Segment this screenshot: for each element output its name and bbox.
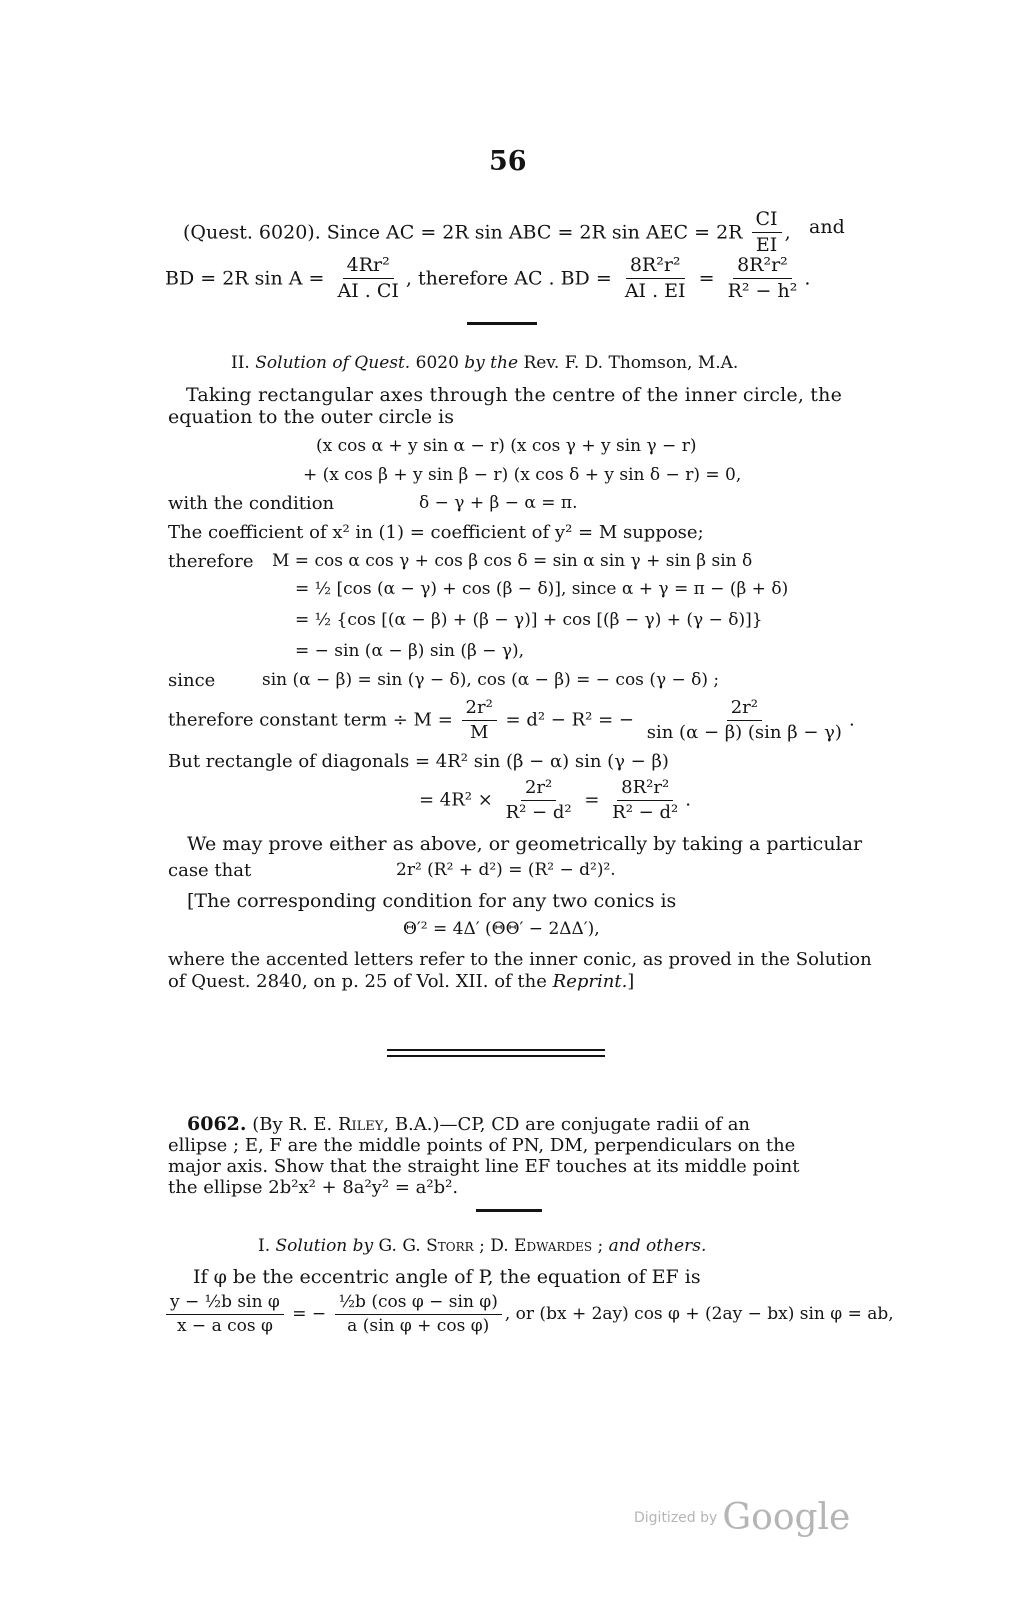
fraction-denominator: R² − d² xyxy=(612,801,679,823)
corresponding-line: [The corresponding condition for any two conics is xyxy=(187,890,677,912)
coefficient-line: The coefficient of x² in (1) = coefficient of y² = M suppose; xyxy=(168,522,704,543)
quest-6020-line-2 xyxy=(165,255,810,303)
question-number: 6062. xyxy=(187,1113,247,1135)
heading-others: and others. xyxy=(608,1236,707,1256)
heading-text: Solution of Quest. xyxy=(255,353,411,373)
constant-lead: therefore constant term ÷ M = xyxy=(168,709,453,731)
condition-label: with the condition xyxy=(168,493,335,514)
fraction-numerator: y − ½b sin φ xyxy=(166,1293,284,1315)
short-divider-2 xyxy=(476,1209,542,1212)
solution-2-para-line-1: Taking rectangular axes through the centre of the inner circle, the xyxy=(186,384,843,406)
fraction-2r2-sin xyxy=(643,698,846,743)
rectangle-line-2 xyxy=(419,778,691,823)
prove-line: We may prove either as above, or geometrically by taking a particular xyxy=(187,833,863,855)
question-6062-line-1 xyxy=(187,1115,750,1134)
fraction-2r2-m xyxy=(462,698,497,743)
question-author: R. E. Riley, xyxy=(288,1114,390,1135)
fraction-numerator: 2r² xyxy=(462,698,497,721)
therefore-label: therefore xyxy=(168,551,254,572)
fraction-numerator: 8R²r² xyxy=(617,778,673,801)
line1-lead: (Quest. 6020). Since AC = 2R sin ABC = 2R sin AEC = 2R xyxy=(183,221,743,244)
fraction-ci-ei xyxy=(752,209,782,257)
equation-line-2: + (x cos β + y sin β − r) (x cos δ + y sin δ − r) = 0, xyxy=(303,465,742,485)
line2-end: . xyxy=(804,267,811,290)
fraction-denominator: EI xyxy=(755,233,778,256)
google-logo: Google xyxy=(722,1497,851,1538)
fraction-numerator: 2r² xyxy=(727,698,762,721)
where-line-2-text: of Quest. 2840, on p. 25 of Vol. XII. of the xyxy=(168,971,547,992)
fraction-numerator: 4Rr² xyxy=(343,255,394,279)
reprint-word: Reprint. xyxy=(552,971,628,992)
fraction-denominator: sin (α − β) (sin β − γ) xyxy=(646,721,842,743)
fraction-8r2r2-r2-d2 xyxy=(608,778,682,823)
fraction-numerator: 8R²r² xyxy=(626,255,685,279)
heading-numeral: I. xyxy=(258,1236,271,1256)
line2-mid: , therefore AC . BD = xyxy=(405,267,612,290)
short-divider-1 xyxy=(467,322,537,325)
question-by: (By xyxy=(252,1114,283,1135)
fraction-2r2-r2-d2 xyxy=(502,778,576,823)
question-6062-line-4: the ellipse 2b²x² + 8a²y² = a²b². xyxy=(168,1177,459,1198)
fraction-8r2r2-ai-ei xyxy=(621,255,690,303)
equals-sign: = xyxy=(584,789,600,811)
heading-by: by the xyxy=(464,353,519,373)
equation-line-1: (x cos α + y sin α − r) (x cos γ + y sin γ − r) xyxy=(316,436,697,456)
question-6062-line-3: major axis. Show that the straight line EF touches at its middle point xyxy=(168,1156,800,1177)
fraction-half-b xyxy=(335,1293,502,1336)
rect2-lead: = 4R² × xyxy=(419,789,493,811)
heading-numeral: II. xyxy=(231,353,250,373)
fraction-denominator: a (sin φ + cos φ) xyxy=(347,1315,490,1336)
corresponding-equation: Θ′² = 4Δ′ (ΘΘ′ − 2ΔΔ′), xyxy=(403,919,600,939)
fraction-denominator: R² − h² xyxy=(727,279,798,302)
m-equation-3: = ½ {cos [(α − β) + (β − γ)] + cos [(β − γ) + (γ − δ)]} xyxy=(295,610,763,630)
double-divider-top xyxy=(387,1049,605,1051)
m-equation-2: = ½ [cos (α − γ) + cos (β − δ)], since α + γ = π − (β + δ) xyxy=(295,579,789,599)
constant-mid: = d² − R² = − xyxy=(505,709,634,731)
heading-text: Solution by xyxy=(275,1236,374,1256)
condition-equation: δ − γ + β − α = π. xyxy=(419,493,578,513)
quest-6020-line-1 xyxy=(183,209,791,257)
ef-equation-tail: , or (bx + 2ay) cos φ + (2ay − bx) sin φ = ab, xyxy=(504,1304,894,1325)
m-equation-4: = − sin (α − β) sin (β − γ), xyxy=(295,641,525,661)
heading-authors: G. G. Storr ; D. Edwardes ; xyxy=(378,1236,604,1256)
constant-end: . xyxy=(848,709,855,731)
rectangle-line: But rectangle of diagonals = 4R² sin (β − α) sin (γ − β) xyxy=(168,751,669,772)
fraction-numerator: CI xyxy=(752,209,782,233)
m-equation-1: M = cos α cos γ + cos β cos δ = sin α sin γ + sin β sin δ xyxy=(272,551,753,571)
since-label: since xyxy=(168,670,216,691)
equals-sign: = xyxy=(698,267,715,290)
question-6062-line-2: ellipse ; E, F are the middle points of PN, DM, perpendiculars on the xyxy=(168,1135,796,1156)
double-divider-bottom xyxy=(387,1055,605,1057)
fraction-numerator: ½b (cos φ − sin φ) xyxy=(335,1293,502,1315)
watermark-small-text: Digitized by xyxy=(634,1510,718,1526)
page-number: 56 xyxy=(489,146,527,177)
fraction-denominator: AI . EI xyxy=(624,279,686,302)
equals-minus: = − xyxy=(292,1304,327,1325)
question-text-1: B.A.)—CP, CD are conjugate radii of an xyxy=(394,1114,751,1135)
fraction-4rr2 xyxy=(333,255,402,303)
solution-1-line-1: If φ be the eccentric angle of P, the equation of EF is xyxy=(193,1266,701,1288)
and-word: and xyxy=(809,216,845,238)
solution-2-heading xyxy=(231,355,738,372)
fraction-numerator: 2r² xyxy=(521,778,556,801)
digitized-watermark xyxy=(634,1497,851,1538)
solution-1-heading xyxy=(258,1238,706,1255)
solution-2-para-line-2: equation to the outer circle is xyxy=(168,406,454,428)
fraction-8r2r2-r2-h2 xyxy=(724,255,802,303)
heading-author: Rev. F. D. Thomson, M.A. xyxy=(523,353,739,373)
rect2-end: . xyxy=(685,789,691,811)
fraction-numerator: 8R²r² xyxy=(733,255,792,279)
ef-equation-line xyxy=(166,1293,894,1336)
heading-question-number: 6020 xyxy=(415,353,459,373)
case-equation: 2r² (R² + d²) = (R² − d²)². xyxy=(396,860,616,880)
closing-bracket: ] xyxy=(627,971,635,992)
fraction-denominator: AI . CI xyxy=(337,279,399,302)
line1-tail: , xyxy=(784,221,791,244)
line2-lead: BD = 2R sin A = xyxy=(165,267,325,290)
where-line-2 xyxy=(168,973,634,991)
fraction-denominator: x − a cos φ xyxy=(176,1315,273,1336)
fraction-denominator: M xyxy=(469,721,489,743)
where-line-1: where the accented letters refer to the inner conic, as proved in the Solution xyxy=(168,949,872,970)
fraction-y-x xyxy=(166,1293,284,1336)
case-label: case that xyxy=(168,860,252,881)
constant-term-line xyxy=(168,698,855,743)
since-equation: sin (α − β) = sin (γ − δ), cos (α − β) = − cos (γ − δ) ; xyxy=(262,670,720,690)
fraction-denominator: R² − d² xyxy=(505,801,572,823)
